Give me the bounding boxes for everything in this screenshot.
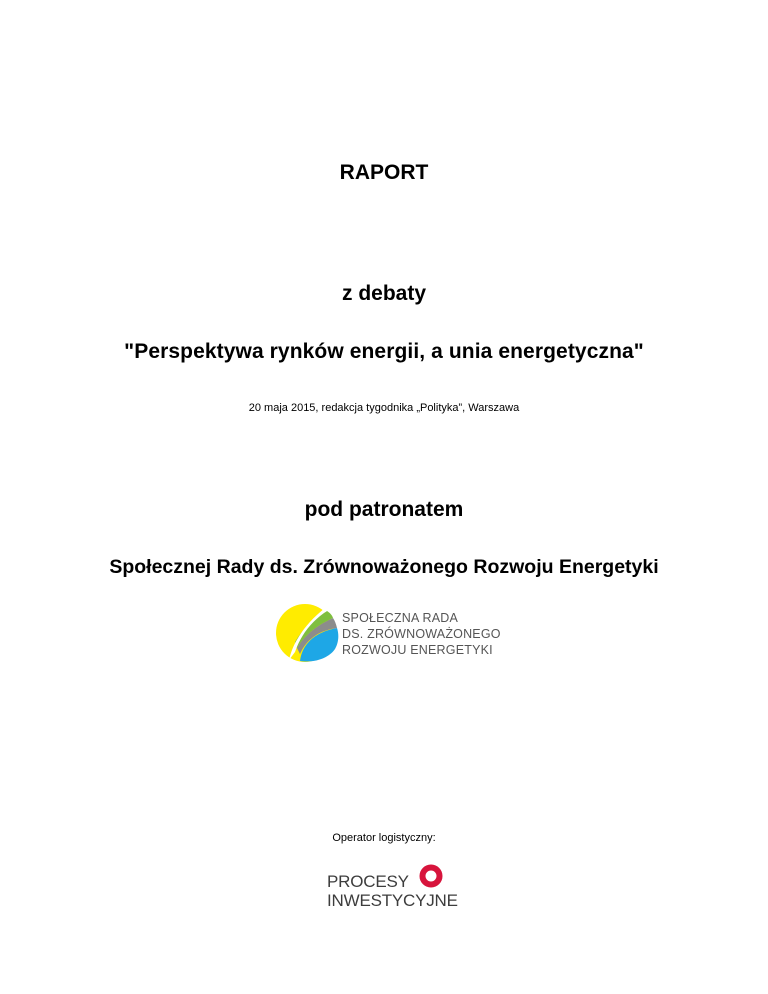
report-subtitle: z debaty [341,282,427,305]
report-title: RAPORT [339,161,429,184]
ring-logo-icon [419,864,443,888]
operator-logo-line2: INWESTYCYJNE [327,891,458,910]
event-info: 20 maja 2015, redakcja tygodnika „Polityka”, Warszawa [248,402,520,414]
council-logo-line: SPOŁECZNA RADA [342,611,459,625]
patronage-label: pod patronatem [304,498,464,521]
council-logo-line: ROZWOJU ENERGETYKI [342,643,493,657]
council-name: Społecznej Rady ds. Zrównoważonego Rozwoju Energetyki [109,556,659,578]
council-logo-text [342,610,501,658]
operator-logo-line1: PROCESY [327,872,409,891]
debate-name: "Perspektywa rynków energii, a unia energetyczna" [124,340,644,363]
council-emblem-icon [275,602,339,664]
council-logo [275,602,501,664]
operator-logo [327,864,467,914]
council-logo-line: DS. ZRÓWNOWAŻONEGO [342,627,501,641]
operator-label: Operator logistyczny: [332,832,436,844]
